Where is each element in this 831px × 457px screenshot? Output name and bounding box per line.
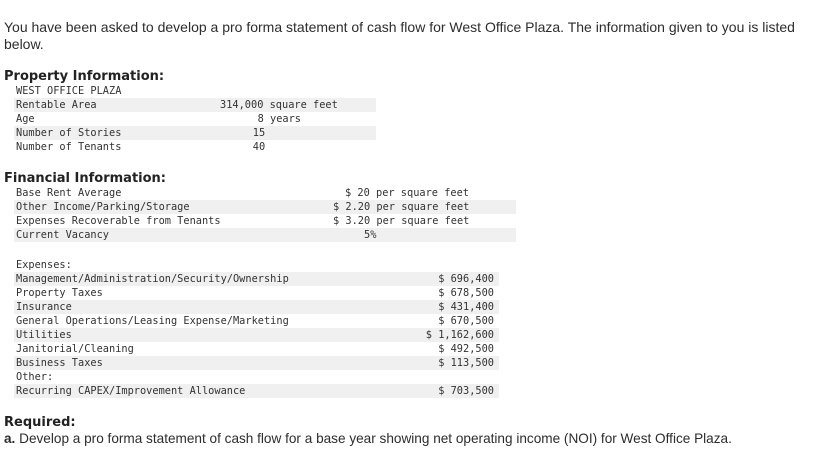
property-row-value: 40 xyxy=(252,141,266,153)
financial-row-label: Other Income/Parking/Storage xyxy=(16,201,190,213)
financial-row-other-income xyxy=(14,200,516,214)
expense-row-label: General Operations/Leasing Expense/Marketing xyxy=(16,315,289,327)
property-row-label: Number of Stories xyxy=(16,127,122,139)
property-row-age xyxy=(14,112,376,126)
expenses-heading-row xyxy=(14,258,499,272)
expense-row-general-operations xyxy=(14,314,499,328)
property-row-value: 8 years xyxy=(257,113,301,125)
expense-row-value: $ 703,500 xyxy=(438,385,494,397)
expense-row-label: Recurring CAPEX/Improvement Allowance xyxy=(16,385,246,397)
expenses-heading: Expenses: xyxy=(16,259,72,271)
financial-row-value: 5% xyxy=(364,229,377,241)
expenses-other-row xyxy=(14,370,499,384)
property-row-rentable-area xyxy=(14,98,376,112)
property-row-stories xyxy=(14,126,376,140)
financial-row-value: $ 3.20 per square feet xyxy=(333,215,470,227)
expense-row-business-taxes xyxy=(14,356,499,370)
expense-row-value: $ 113,500 xyxy=(438,357,494,369)
financial-info-heading: Financial Information: xyxy=(4,171,166,186)
expense-row-label: Property Taxes xyxy=(16,287,103,299)
expense-row-value: $ 696,400 xyxy=(438,273,494,285)
expense-row-capex xyxy=(14,384,499,398)
financial-row-value: $ 2.20 per square feet xyxy=(333,201,470,213)
expense-row-property-taxes xyxy=(14,286,499,300)
expense-row-value: $ 678,500 xyxy=(438,287,494,299)
expense-row-value: $ 670,500 xyxy=(438,315,494,327)
required-task xyxy=(4,431,732,446)
property-row-label: Number of Tenants xyxy=(16,141,122,153)
property-name xyxy=(14,84,140,98)
property-row-tenants xyxy=(14,140,376,154)
property-row-value: 15 xyxy=(252,127,266,139)
expense-row-management xyxy=(14,272,499,286)
required-heading: Required: xyxy=(4,415,76,430)
expenses-other-label: Other: xyxy=(16,371,54,383)
financial-row-label: Base Rent Average xyxy=(16,187,122,199)
expense-row-label: Janitorial/Cleaning xyxy=(16,343,134,355)
expense-row-janitorial xyxy=(14,342,499,356)
financial-row-base-rent xyxy=(14,186,516,200)
financial-row-label: Current Vacancy xyxy=(16,229,109,241)
expense-row-value: $ 1,162,600 xyxy=(425,329,494,341)
expense-row-insurance xyxy=(14,300,499,314)
intro-paragraph: You have been asked to develop a pro forma statement of cash flow for West Office Plaza. The information given to you is listed below. xyxy=(4,19,795,52)
property-name-text: WEST OFFICE PLAZA xyxy=(16,85,122,97)
expense-row-label: Insurance xyxy=(16,301,72,313)
expense-row-label: Utilities xyxy=(16,329,72,341)
financial-row-recoverable xyxy=(14,214,516,228)
expense-row-label: Management/Administration/Security/Ownership xyxy=(16,273,289,285)
property-row-label: Rentable Area xyxy=(16,99,97,111)
expense-row-value: $ 492,500 xyxy=(438,343,494,355)
financial-row-vacancy xyxy=(14,228,516,242)
financial-row-label: Expenses Recoverable from Tenants xyxy=(16,215,221,227)
financial-row-value: $ 20 per square feet xyxy=(345,187,469,199)
property-info-heading: Property Information: xyxy=(4,69,165,84)
property-row-label: Age xyxy=(16,113,35,125)
task-prefix: a. xyxy=(4,431,16,446)
expense-row-label: Business Taxes xyxy=(16,357,103,369)
property-row-value: 314,000 square feet xyxy=(220,99,338,111)
task-text: Develop a pro forma statement of cash flow for a base year showing net operating income (NOI) for West Office Plaza. xyxy=(19,431,732,446)
expense-row-value: $ 431,400 xyxy=(438,301,494,313)
expense-row-utilities xyxy=(14,328,499,342)
